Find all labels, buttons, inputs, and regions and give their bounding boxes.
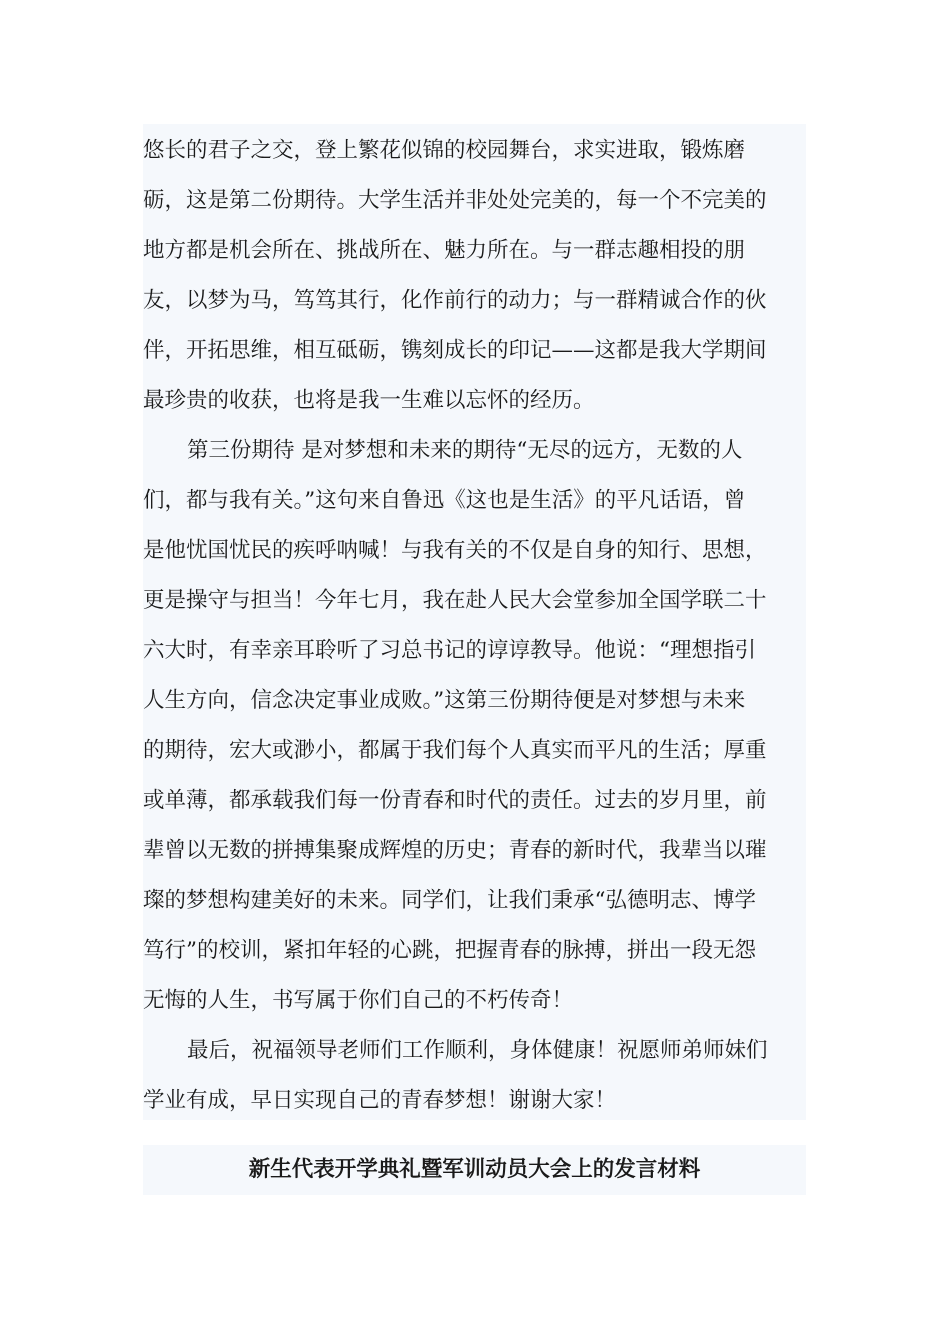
text-line: 地方都是机会所在、挑战所在、魅力所在。与一群志趣相投的朋 (143, 238, 746, 263)
text-line: 人生方向，信念决定事业成败。”这第三份期待便是对梦想与未来 (143, 688, 746, 713)
text-line: 最珍贵的收获，也将是我一生难以忘怀的经历。 (143, 388, 595, 413)
text-line: 友，以梦为马，笃笃其行，化作前行的动力；与一群精诚合作的伙 (143, 288, 767, 313)
text-line: 的期待，宏大或渺小，都属于我们每个人真实而平凡的生活；厚重 (143, 738, 767, 763)
text-line: 学业有成，早日实现自己的青春梦想！谢谢大家！ (143, 1088, 617, 1113)
text-line: 六大时，有幸亲耳聆听了习总书记的谆谆教导。他说：“理想指引 (143, 638, 756, 663)
text-line: 辈曾以无数的拼搏集聚成辉煌的历史；青春的新时代，我辈当以璀 (143, 838, 767, 863)
document-body (143, 124, 806, 1120)
text-line: 是他忧国忧民的疾呼呐喊！与我有关的不仅是自身的知行、思想， (143, 538, 767, 563)
paragraph-start-line: 最后，祝福领导老师们工作顺利，身体健康！祝愿师弟师妹们 (187, 1038, 768, 1063)
text-line: 更是操守与担当！今年七月，我在赴人民大会堂参加全国学联二十 (143, 588, 767, 613)
section-title-bar (143, 1145, 806, 1195)
text-line: 们，都与我有关。”这句来自鲁迅《这也是生活》的平凡话语，曾 (143, 488, 746, 513)
text-line: 笃行”的校训，紧扣年轻的心跳，把握青春的脉搏，拼出一段无怨 (143, 938, 756, 963)
text-line: 砺，这是第二份期待。大学生活并非处处完美的，每一个不完美的 (143, 188, 767, 213)
text-line: 无悔的人生，书写属于你们自己的不朽传奇！ (143, 988, 574, 1013)
section-title: 新生代表开学典礼暨军训动员大会上的发言材料 (248, 1157, 701, 1182)
text-line: 璨的梦想构建美好的未来。同学们，让我们秉承“弘德明志、博学 (143, 888, 756, 913)
paragraph-start-line: 第三份期待 是对梦想和未来的期待“无尽的远方，无数的人 (187, 438, 743, 463)
text-line: 伴，开拓思维，相互砥砺，镌刻成长的印记——这都是我大学期间 (143, 338, 767, 363)
text-line: 悠长的君子之交，登上繁花似锦的校园舞台，求实进取，锻炼磨 (143, 138, 746, 163)
text-line: 或单薄，都承载我们每一份青春和时代的责任。过去的岁月里，前 (143, 788, 767, 813)
